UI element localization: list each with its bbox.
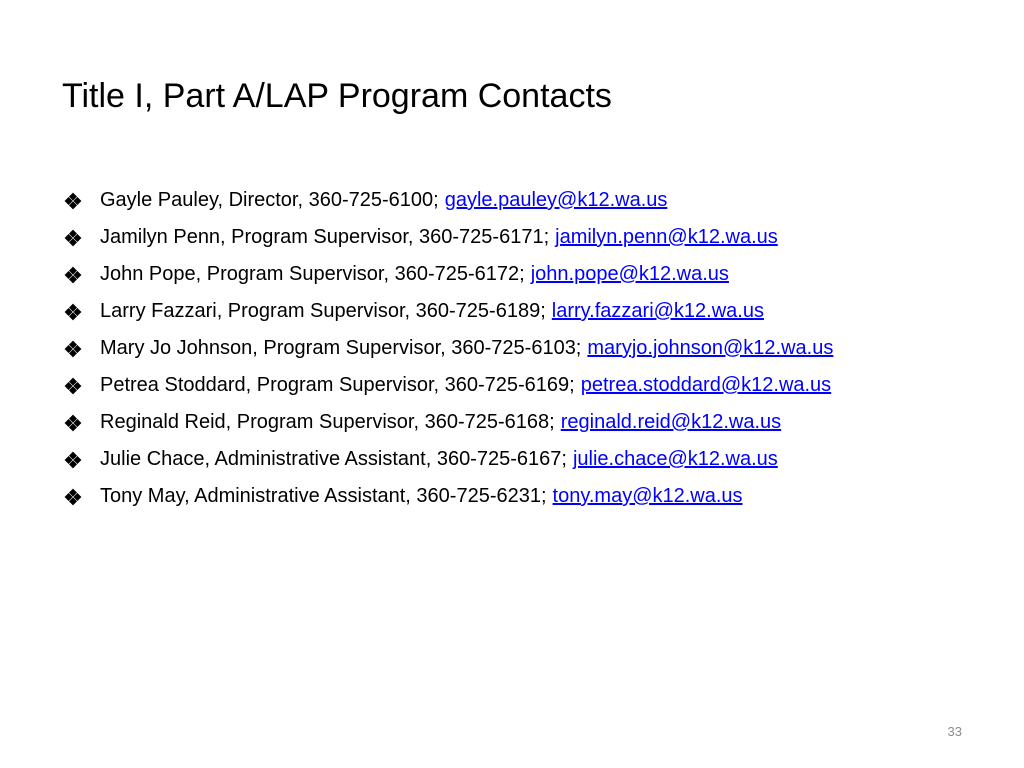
diamond-bullet-icon: [62, 375, 84, 397]
email-link[interactable]: reginald.reid@k12.wa.us: [560, 411, 782, 433]
contact-text: Larry Fazzari, Program Supervisor, 360-725-6189;: [100, 300, 546, 322]
email-link[interactable]: larry.fazzari@k12.wa.us: [551, 300, 764, 322]
diamond-bullet-icon: [62, 486, 84, 508]
page-number: 33: [947, 724, 962, 739]
contact-text: Mary Jo Johnson, Program Supervisor, 360-725-6103;: [100, 337, 582, 359]
list-item: [62, 293, 1002, 330]
diamond-bullet-icon: [62, 301, 84, 323]
email-link[interactable]: jamilyn.penn@k12.wa.us: [555, 226, 778, 248]
diamond-bullet-icon: [62, 227, 84, 249]
email-link[interactable]: tony.may@k12.wa.us: [552, 485, 743, 507]
list-item: [62, 219, 1002, 256]
diamond-bullet-icon: [62, 338, 84, 360]
list-item: [62, 441, 1002, 478]
contacts-list: [62, 182, 1002, 515]
list-item: [62, 330, 1002, 367]
diamond-bullet-icon: [62, 264, 84, 286]
diamond-bullet-icon: [62, 412, 84, 434]
contact-text: Reginald Reid, Program Supervisor, 360-725-6168;: [100, 411, 555, 433]
contact-text: Jamilyn Penn, Program Supervisor, 360-725-6171;: [100, 226, 550, 248]
contact-text: Tony May, Administrative Assistant, 360-725-6231;: [100, 485, 547, 507]
diamond-bullet-icon: [62, 449, 84, 471]
contact-text: Petrea Stoddard, Program Supervisor, 360-725-6169;: [100, 374, 575, 396]
list-item: [62, 256, 1002, 293]
email-link[interactable]: petrea.stoddard@k12.wa.us: [580, 374, 832, 396]
email-link[interactable]: gayle.pauley@k12.wa.us: [444, 189, 668, 211]
email-link[interactable]: maryjo.johnson@k12.wa.us: [587, 337, 834, 359]
list-item: [62, 182, 1002, 219]
email-link[interactable]: john.pope@k12.wa.us: [530, 263, 729, 285]
contact-text: Gayle Pauley, Director, 360-725-6100;: [100, 189, 439, 211]
email-link[interactable]: julie.chace@k12.wa.us: [572, 448, 778, 470]
contact-text: John Pope, Program Supervisor, 360-725-6172;: [100, 263, 525, 285]
list-item: [62, 478, 1002, 515]
slide-title: Title I, Part A/LAP Program Contacts: [62, 77, 612, 115]
contact-text: Julie Chace, Administrative Assistant, 360-725-6167;: [100, 448, 567, 470]
list-item: [62, 367, 1002, 404]
list-item: [62, 404, 1002, 441]
diamond-bullet-icon: [62, 190, 84, 212]
